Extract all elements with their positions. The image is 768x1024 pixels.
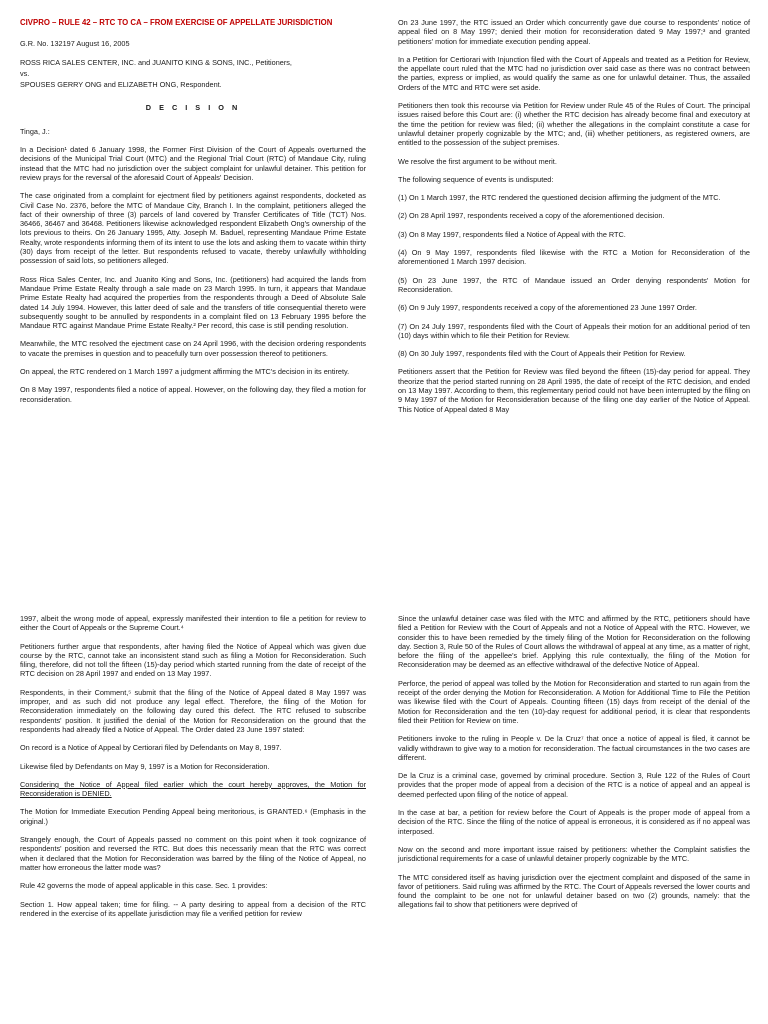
page-1 (0, 0, 384, 582)
paragraph: Petitioners assert that the Petition for Review was filed beyond the fifteen (15)-day period for appeal. They theorize that the period started running on 28 April 1995, the date of receipt of the RTC decision, and ended on 13 May 1997. According to them, this reglementary period could not have been interrupted by the filing on 9 May 1997 of the Motion for Reconsideration because of the filing one day earlier of the Notice of Appeal. This Notice of Appeal dated 8 May (398, 367, 750, 414)
list-item: (7) On 24 July 1997, respondents filed with the Court of Appeals their motion for an additional period of ten (10) days within which to file their Petition for Review. (398, 321, 750, 340)
paragraph: Perforce, the period of appeal was tolled by the Motion for Reconsideration and started to run again from the receipt of the order denying the Motion for Reconsideration. A Motion for Additional Time to File the Petition was likewise filed with the Court of Appeals. Counting fifteen (15) days from receipt of the denial of the Motion for Reconsideration and the ten (10)-day request for additional period, it is clear that respondents filed their Petition for Review on time. (398, 678, 750, 725)
paragraph: On 23 June 1997, the RTC issued an Order which concurrently gave due course to respondents' notice of appeal filed on 8 May 1997; denied their motion for reconsideration dated 9 May 1997;³ and granted petitioners' motion for immediate execution pending appeal. (398, 18, 750, 46)
decision-heading: D E C I S I O N (145, 103, 241, 113)
case-number: G.R. No. 132197 August 16, 2005 (20, 39, 130, 49)
paragraph: Petitioners then took this recourse via Petition for Review under Rule 45 of the Rules of Court. The principal issues raised before this Court are: (i) whether the RTC decision has already become final and executory at the time the petition for review was filed; (ii) whether the allegations in the complaint constitute a case for unlawful detainer properly cognizable by the MTC; and, (iii) whether petitioners, as registered owners, are entitled to the possession of the subject premises. (398, 101, 750, 148)
paragraph: The following sequence of events is undisputed: (398, 174, 554, 184)
paragraph: Rule 42 governs the mode of appeal applicable in this case. Sec. 1 provides: (20, 881, 268, 891)
list-item: (8) On 30 July 1997, respondents filed with the Court of Appeals their Petition for Review. (398, 349, 686, 359)
paragraph: On appeal, the RTC rendered on 1 March 1997 a judgment affirming the MTC's decision in its entirety. (20, 367, 350, 377)
quoted-paragraph: Likewise filed by Defendants on May 9, 1997 is a Motion for Reconsideration. (20, 761, 270, 771)
page-3 (0, 596, 384, 1024)
list-item: (2) On 28 April 1997, respondents received a copy of the aforementioned decision. (398, 211, 665, 221)
quoted-paragraph: Section 1. How appeal taken; time for filing. -- A party desiring to appeal from a decision of the RTC rendered in the exercise of its appellate jurisdiction may file a verified petition for review (20, 899, 366, 918)
petitioners-line: ROSS RICA SALES CENTER, INC. and JUANITO KING & SONS, INC., Petitioners, (20, 57, 292, 67)
paragraph: In a Petition for Certiorari with Injunction filed with the Court of Appeals and treated as a Petition for Review, the appellate court ruled that the MTC had no jurisdiction over said case as there was no contract between the parties, express or implied, as would qualify the same as one for unlawful detainer. Thus, the assailed Orders of the MTC and RTC were set aside. (398, 54, 750, 92)
paragraph: Petitioners further argue that respondents, after having filed the Notice of Appeal which was given due course by the RTC, cannot take an inconsistent stand such as filing a Motion for Reconsideration. Such filing, therefore, did not toll the fifteen (15)-day period which started running from the date of receipt of the RTC decision on 28 April 1997 and ended on 13 May 1997. (20, 641, 366, 679)
list-item: (3) On 8 May 1997, respondents filed a Notice of Appeal with the RTC. (398, 229, 626, 239)
page-2 (384, 0, 768, 582)
page-4 (384, 596, 768, 1024)
quoted-paragraph-underlined: Considering the Notice of Appeal filed earlier which the court hereby approves, the Motion for Reconsideration is DENIED. (20, 779, 366, 799)
quoted-paragraph: On record is a Notice of Appeal by Certiorari filed by Defendants on May 8, 1997. (20, 743, 282, 753)
versus-line: vs. (20, 68, 30, 78)
paragraph: 1997, albeit the wrong mode of appeal, expressly manifested their intention to file a petition for review to either the Court of Appeals or the Supreme Court.⁴ (20, 614, 366, 633)
paragraph: Now on the second and more important issue raised by petitioners: whether the Complaint satisfies the jurisdictional requirements for a case of unlawful detainer properly cognizable by the MTC. (398, 844, 750, 864)
list-item: (6) On 9 July 1997, respondents received a copy of the aforementioned 23 June 1997 Order. (398, 303, 697, 313)
paragraph: Ross Rica Sales Center, Inc. and Juanito King and Sons, Inc. (petitioners) had acquired the lands from Mandaue Prime Estate Realty through a sale made on 23 March 1995. In turn, it appears that Mandaue Prime Estate Realty had acquired the properties from the respondents through a Deed of Absolute Sale dated 14 July 1994. However, this latter deed of sale and the transfers of title consequential thereto were subsequently sought to be annulled by respondents in a complaint filed on 13 February 1995 before the Mandaue RTC against Mandaue Prime Estate Realty.² Per record, this case is still pending resolution. (20, 274, 366, 331)
paragraph: In a Decision¹ dated 6 January 1998, the Former First Division of the Court of Appeals overturned the decisions of the Municipal Trial Court (MTC) and the Regional Trial Court (RTC) of Mandaue City, ruling instead that the MTC had no jurisdiction over the subject complaint for unlawful detainer. This petition for review prays for the reversal of the aforesaid Court of Appeals' Decision. (20, 145, 366, 182)
ponente: Tinga, J.: (20, 126, 50, 136)
paragraph: De la Cruz is a criminal case, governed by criminal procedure. Section 3, Rule 122 of the Rules of Court provides that the proper mode of appeal from a decision of the RTC is a notice of appeal and an appeal is deemed perfected upon filing of the notice of appeal. (398, 771, 750, 799)
respondents-line: SPOUSES GERRY ONG and ELIZABETH ONG, Respondent. (20, 80, 222, 90)
paragraph: On 8 May 1997, respondents filed a notice of appeal. However, on the following day, they filed a motion for reconsideration. (20, 385, 366, 404)
list-item: (4) On 9 May 1997, respondents filed likewise with the RTC a Motion for Reconsideration of the aforementioned 1 March 1997 decision. (398, 248, 750, 267)
paragraph: The MTC considered itself as having jurisdiction over the ejectment complaint and disposed of the same in favor of petitioners. Said ruling was affirmed by the RTC. The Court of Appeals reversed the lower courts and found the complaint to be one not for unlawful detainer based on two (2) grounds, namely: that the allegations fail to show that petitioners were deprived of (398, 872, 750, 910)
paragraph: Meanwhile, the MTC resolved the ejectment case on 24 April 1996, with the decision ordering respondents to vacate the premises in question and to peacefully turn over possession thereof to petitioners. (20, 339, 366, 358)
paragraph: We resolve the first argument to be without merit. (398, 156, 557, 166)
quoted-paragraph: The Motion for Immediate Execution Pending Appeal being meritorious, is GRANTED.⁶ (Emphasis in the original.) (20, 807, 366, 826)
paragraph: The case originated from a complaint for ejectment filed by petitioners against respondents, docketed as Civil Case No. 2376, before the MTC of Mandaue City, Branch I. In the complaint, petitioners alleged the fact of their ownership of three (3) parcels of land covered by Transfer Certificates of Title (TCT) Nos. 36466, 36467 and 36468. Petitioners likewise acknowledged respondent Elizabeth Ong's ownership of the lots previous to theirs. On 26 January 1995, Atty. Joseph M. Baduel, representing Mandaue Prime Estate Realty, wrote respondents informing them of its intent to use the lots and asking them to vacate within thirty (30) days from receipt of the letter. But respondents refused to vacate, thereby unlawfully withholding possession of said lots, so petitioners alleged. (20, 191, 366, 266)
paragraph: Strangely enough, the Court of Appeals passed no comment on this point when it took cognizance of respondents' position and reversed the RTC. But does this necessarily mean that the RTC was correct when it declared that the Motion for Reconsideration was barred by the filing of the Notice of Appeal, no matter how erroneous the latter mode was? (20, 835, 366, 872)
paragraph: In the case at bar, a petition for review before the Court of Appeals is the proper mode of appeal from a decision of the RTC. Since the filing of the notice of appeal is erroneous, it is considered as if no appeal was interposed. (398, 808, 750, 836)
list-item: (5) On 23 June 1997, the RTC of Mandaue issued an Order denying respondents' Motion for Reconsideration. (398, 275, 750, 294)
document-title: CIVPRO – RULE 42 – RTC TO CA – FROM EXERCISE OF APPELLATE JURISDICTION (20, 18, 333, 27)
paragraph: Since the unlawful detainer case was filed with the MTC and affirmed by the RTC, petitioners should have filed a Petition for Review with the Court of Appeals and not a Notice of Appeal with the RTC. However, we consider this to have been remedied by the timely filing of the Motion for Reconsideration on the following day. Section 3, Rule 50 of the Rules of Court allows the withdrawal of appeal at any time, as a matter of right, before the filing of the appellee's brief. Applying this rule contextually, the filing of the Motion for Reconsideration may be deemed as an effective withdrawal of the defective Notice of Appeal. (398, 614, 750, 670)
list-item: (1) On 1 March 1997, the RTC rendered the questioned decision affirming the judgment of the MTC. (398, 193, 721, 203)
paragraph: Respondents, in their Comment,⁵ submit that the filing of the Notice of Appeal dated 8 May 1997 was improper, and as such did not produce any legal effect. Therefore, the filing of the Motion for Reconsideration immediately on the following day cured this defect. The RTC refused to subscribe respondents' position. It justified the denial of the Motion for Reconsideration on the ground that the respondents had already filed a Notice of Appeal. The Order dated 23 June 1997 stated: (20, 687, 366, 734)
paragraph: Petitioners invoke to the ruling in People v. De la Cruz⁷ that once a notice of appeal is filed, it cannot be validly withdrawn to give way to a motion for reconsideration. The factual circumstances in the two cases are different. (398, 734, 750, 762)
page-separator (0, 582, 768, 596)
